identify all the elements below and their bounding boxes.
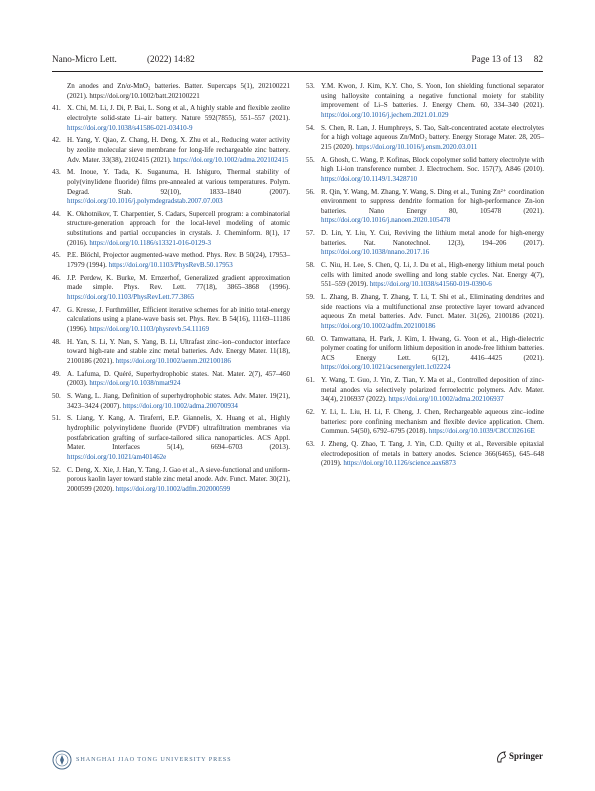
reference-item xyxy=(306,293,544,331)
reference-number: 57. xyxy=(306,229,315,238)
reference-number: 60. xyxy=(306,334,315,343)
reference-item xyxy=(52,306,290,335)
publisher-name: SHANGHAI JIAO TONG UNIVERSITY PRESS xyxy=(76,756,232,763)
reference-item xyxy=(306,229,544,258)
reference-item xyxy=(52,466,290,495)
reference-number: 61. xyxy=(306,376,315,385)
reference-number: 62. xyxy=(306,408,315,417)
reference-number: 54. xyxy=(306,123,315,132)
reference-text: O. Tamwattana, H. Park, J. Kim, I. Hwang, G. Yoon et al., High-dielectric polymer coating for uniform lithium deposition in anode-free lithium batteries. ACS Energy Lett. 6(12), 4416–4425 (2021). xyxy=(321,334,544,362)
doi-link[interactable]: https://doi.org/10.1002/adfm.202100186 xyxy=(321,321,436,330)
reference-item xyxy=(52,370,290,389)
reference-text: H. Yang, Y. Qiao, Z. Chang, H. Deng, X. Zhu et al., Reducing water activity by zeolite molecular sieve membrane for long-life rechargeable zinc battery. Adv. Mater. 33(38), 2102415 (2021). xyxy=(67,136,290,164)
reference-text: A. Lafuma, D. Quéré, Superhydrophobic states. Nat. Mater. 2(7), 457–460 (2003). xyxy=(67,369,290,388)
doi-link[interactable]: https://doi.org/10.1002/batt.202100221 xyxy=(89,91,200,100)
doi-link[interactable]: https://doi.org/10.1002/adma.202102415 xyxy=(173,155,289,164)
citation-year: (2022) 14:82 xyxy=(147,54,195,64)
reference-text: C. Niu, H. Lee, S. Chen, Q. Li, J. Du et al., High-energy lithium metal pouch cells with limited anode swelling and long stable cycles. Nat. Energy 4(7), 551–559 (2019). xyxy=(321,261,544,289)
reference-number: 63. xyxy=(306,440,315,449)
doi-link[interactable]: https://doi.org/10.1038/s41586-021-03410-9 xyxy=(67,123,193,132)
reference-text: C. Deng, X. Xie, J. Han, Y. Tang, J. Gao et al., A sieve-functional and uniform-porous kaolin layer toward stable zinc metal anode. Adv. Funct. Mater. 30(21), 2000599 (2020). xyxy=(67,465,290,493)
doi-link[interactable]: https://doi.org/10.1038/nmat924 xyxy=(89,379,181,388)
doi-link[interactable]: https://doi.org/10.1038/nnano.2017.16 xyxy=(321,248,430,257)
left-reference-column xyxy=(52,82,290,498)
reference-item xyxy=(52,392,290,411)
reference-number: 51. xyxy=(52,414,61,423)
reference-text: Y. Wang, T. Guo, J. Yin, Z. Tian, Y. Ma et al., Controlled deposition of zinc-metal anodes via selectively polarized ferroelectric polymers. Adv. Mater. 34(4), 2106937 (2022). xyxy=(321,376,544,404)
doi-link[interactable]: https://doi.org/10.1103/PhysRevB.50.17953 xyxy=(108,261,233,270)
reference-item xyxy=(52,338,290,367)
doi-link[interactable]: https://doi.org/10.1038/s41560-019-0390-6 xyxy=(369,280,492,289)
doi-link[interactable]: https://doi.org/10.1002/adma.202106937 xyxy=(388,395,504,404)
reference-text: X. Chi, M. Li, J. Di, P. Bai, L. Song et al., A highly stable and flexible zeolite electrolyte solid-state Li–air battery. Nature 592(7855), 551–557 (2021). xyxy=(67,104,290,122)
reference-text: S. Liang, Y. Kang, A. Tiraferri, E.P. Giannelis, X. Huang et al., Highly hydrophilic polyvinylidene fluoride (PVDF) ultrafiltration membranes via postfabrication grafting of surface-tailored silica nanoparticles. ACS Appl. Mater. Interfaces 5(14), 6694–6703 (2013). xyxy=(67,414,290,452)
reference-number: 42. xyxy=(52,136,61,145)
reference-number: 49. xyxy=(52,369,61,378)
reference-continuation xyxy=(52,82,290,101)
running-header xyxy=(52,54,543,68)
doi-link[interactable]: https://doi.org/10.1103/PhysRevLett.77.3865 xyxy=(67,293,195,301)
reference-text: S. Chen, R. Lan, J. Humphreys, S. Tao, Salt-concentrated acetate electrolytes for a high voltage aqueous Zn/MnO₂ battery. Energy Storage Mater. 28, 205–215 (2020). xyxy=(321,123,544,151)
reference-text: M. Inoue, Y. Tada, K. Suganuma, H. Ishiguro, Thermal stability of poly(vinylidene fluoride) films pre-annealed at various temperatures. Polym. Degrad. Stab. 92(10), 1833–1840 (2007). xyxy=(67,168,290,196)
doi-link[interactable]: https://doi.org/10.1002/adfm.202000599 xyxy=(115,484,231,493)
springer-label: Springer xyxy=(509,751,544,761)
doi-link[interactable]: https://doi.org/10.1002/adma.200700934 xyxy=(122,401,238,410)
doi-link[interactable]: https://doi.org/10.1186/s13321-016-0129-3 xyxy=(89,238,212,247)
reference-text: A. Ghosh, C. Wang, P. Kofinas, Block copolymer solid battery electrolyte with high Li-ion transference number. J. Electrochem. Soc. 157(7), A846 (2010). xyxy=(321,155,544,174)
doi-link[interactable]: https://doi.org/10.1126/science.aax6873 xyxy=(343,459,456,468)
reference-text: L. Zhang, B. Zhang, T. Zhang, T. Li, T. Shi et al., Eliminating dendrites and side reactions via a multifunctional znse protective layer toward advanced aqueous Zn metal batteries. Adv. Funct. Mater. 31(26), 2100186 (2021). xyxy=(321,293,544,321)
page-number: Page 13 of 13 82 xyxy=(471,54,543,64)
doi-link[interactable]: https://doi.org/10.1016/j.ensm.2020.03.011 xyxy=(355,142,478,151)
reference-text: R. Qin, Y. Wang, M. Zhang, Y. Wang, S. Ding et al., Tuning Zn²⁺ coordination environment to suppress dendrite formation for high-performance Zn-ion batteries. Nano Energy 80, 105478 (2021). xyxy=(321,187,544,215)
publisher-logo xyxy=(52,750,232,770)
reference-text: H. Yan, S. Li, Y. Nan, S. Yang, B. Li, Ultrafast zinc–ion–conductor interface toward high-rate and stable zinc metal batteries. Adv. Energy Mater. 11(18), 2100186 (2021). xyxy=(67,337,290,365)
reference-number: 52. xyxy=(52,465,61,474)
reference-text: J. Zheng, Q. Zhao, T. Tang, J. Yin, C.D. Quilty et al., Reversible epitaxial electrodeposition of metals in battery anodes. Science 366(6465), 645–648 (2019). xyxy=(321,440,544,468)
reference-number: 59. xyxy=(306,293,315,301)
doi-link[interactable]: https://doi.org/10.1016/j.nanoen.2020.105478 xyxy=(321,216,451,225)
doi-link[interactable]: https://doi.org/10.1016/j.polymdegradstab.2007.07.003 xyxy=(67,197,223,206)
right-reference-column xyxy=(306,82,544,472)
springer-horse-icon xyxy=(496,751,507,763)
reference-item xyxy=(52,168,290,206)
reference-number: 53. xyxy=(306,82,315,90)
right-reference-list xyxy=(306,82,544,469)
reference-item xyxy=(52,136,290,165)
journal-name: Nano-Micro Lett. xyxy=(52,54,117,64)
reference-number: 44. xyxy=(52,209,61,218)
reference-item xyxy=(52,274,290,303)
reference-item xyxy=(306,376,544,405)
reference-number: 50. xyxy=(52,392,61,401)
doi-link[interactable]: https://doi.org/10.1039/C8CC02616E xyxy=(428,427,535,436)
doi-link[interactable]: https://doi.org/10.1016/j.jechem.2021.01.029 xyxy=(321,110,449,119)
reference-text: G. Kresse, J. Furthmüller, Efficient iterative schemes for ab initio total-energy calculations using a plane-wave basis set. Phys. Rev. B 54(16), 11169–11186 (1996). xyxy=(67,305,290,333)
reference-text: P.E. Blöchl, Projector augmented-wave method. Phys. Rev. B 50(24), 17953–17979 (1994). xyxy=(67,251,290,270)
reference-number: 46. xyxy=(52,273,61,282)
reference-number: 41. xyxy=(52,104,61,113)
reference-number: 48. xyxy=(52,337,61,346)
reference-item xyxy=(306,188,544,226)
reference-number: 45. xyxy=(52,251,61,260)
springer-logo xyxy=(496,750,546,766)
reference-number: 56. xyxy=(306,187,315,196)
reference-item xyxy=(52,104,290,133)
reference-item xyxy=(306,261,544,290)
reference-text: Y.M. Kwon, J. Kim, K.Y. Cho, S. Yoon, Ion shielding functional separator using halloysite containing a negative functional moiety for stability improvement of Li–S batteries. J. Energy Chem. 60, 334–340 (2021). xyxy=(321,82,544,110)
reference-item xyxy=(306,82,544,120)
doi-link[interactable]: https://doi.org/10.1002/aenm.202100186 xyxy=(115,356,231,365)
doi-link[interactable]: https://doi.org/10.1021/am401462e xyxy=(67,452,167,461)
university-seal-icon xyxy=(52,750,72,770)
reference-text: K. Okhotnikov, T. Charpentier, S. Cadars, Supercell program: a combinatorial structure-generation approach for the local-level modeling of atomic substitutions and partial occupancies in crystals. J. Cheminform. 8(1), 17 (2016). xyxy=(67,209,290,247)
reference-number: 58. xyxy=(306,261,315,270)
reference-item xyxy=(306,408,544,437)
reference-item xyxy=(306,124,544,153)
header-rule xyxy=(52,71,543,72)
doi-link[interactable]: https://doi.org/10.1149/1.3428710 xyxy=(321,174,418,183)
reference-item xyxy=(306,440,544,469)
doi-link[interactable]: https://doi.org/10.1103/physrevb.54.11169 xyxy=(89,324,209,333)
left-reference-list xyxy=(52,104,290,494)
reference-item xyxy=(306,335,544,373)
reference-text: D. Lin, Y. Liu, Y. Cui, Reviving the lithium metal anode for high-energy batteries. Nat. Nanotechnol. 12(3), 194–206 (2017). xyxy=(321,229,544,247)
reference-number: 43. xyxy=(52,168,61,177)
reference-text: J.P. Perdew, K. Burke, M. Ernzerhof, Generalized gradient approximation made simple. Phys. Rev. Lett. 77(18), 3865–3868 (1996). xyxy=(67,273,290,292)
reference-number: 55. xyxy=(306,155,315,164)
reference-item xyxy=(306,156,544,185)
reference-text: Zn anodes and Zn/α-MnO₂ batteries. Batter. Supercaps 5(1), 202100221 (2021). xyxy=(67,82,290,100)
reference-text: Y. Li, L. Liu, H. Li, F. Cheng, J. Chen, Rechargeable aqueous zinc–iodine batteries: pore confining mechanism and flexible device application. Chem. Commun. 54(50), 6792–6795 (2018). xyxy=(321,408,544,436)
reference-item xyxy=(52,414,290,462)
reference-number: 47. xyxy=(52,305,61,314)
reference-item xyxy=(52,210,290,248)
doi-link[interactable]: https://doi.org/10.1021/acsenergylett.1c02224 xyxy=(321,363,451,372)
reference-text: S. Wang, L. Jiang, Definition of superhydrophobic states. Adv. Mater. 19(21), 3423–3424 (2007). xyxy=(67,392,290,410)
reference-item xyxy=(52,251,290,270)
